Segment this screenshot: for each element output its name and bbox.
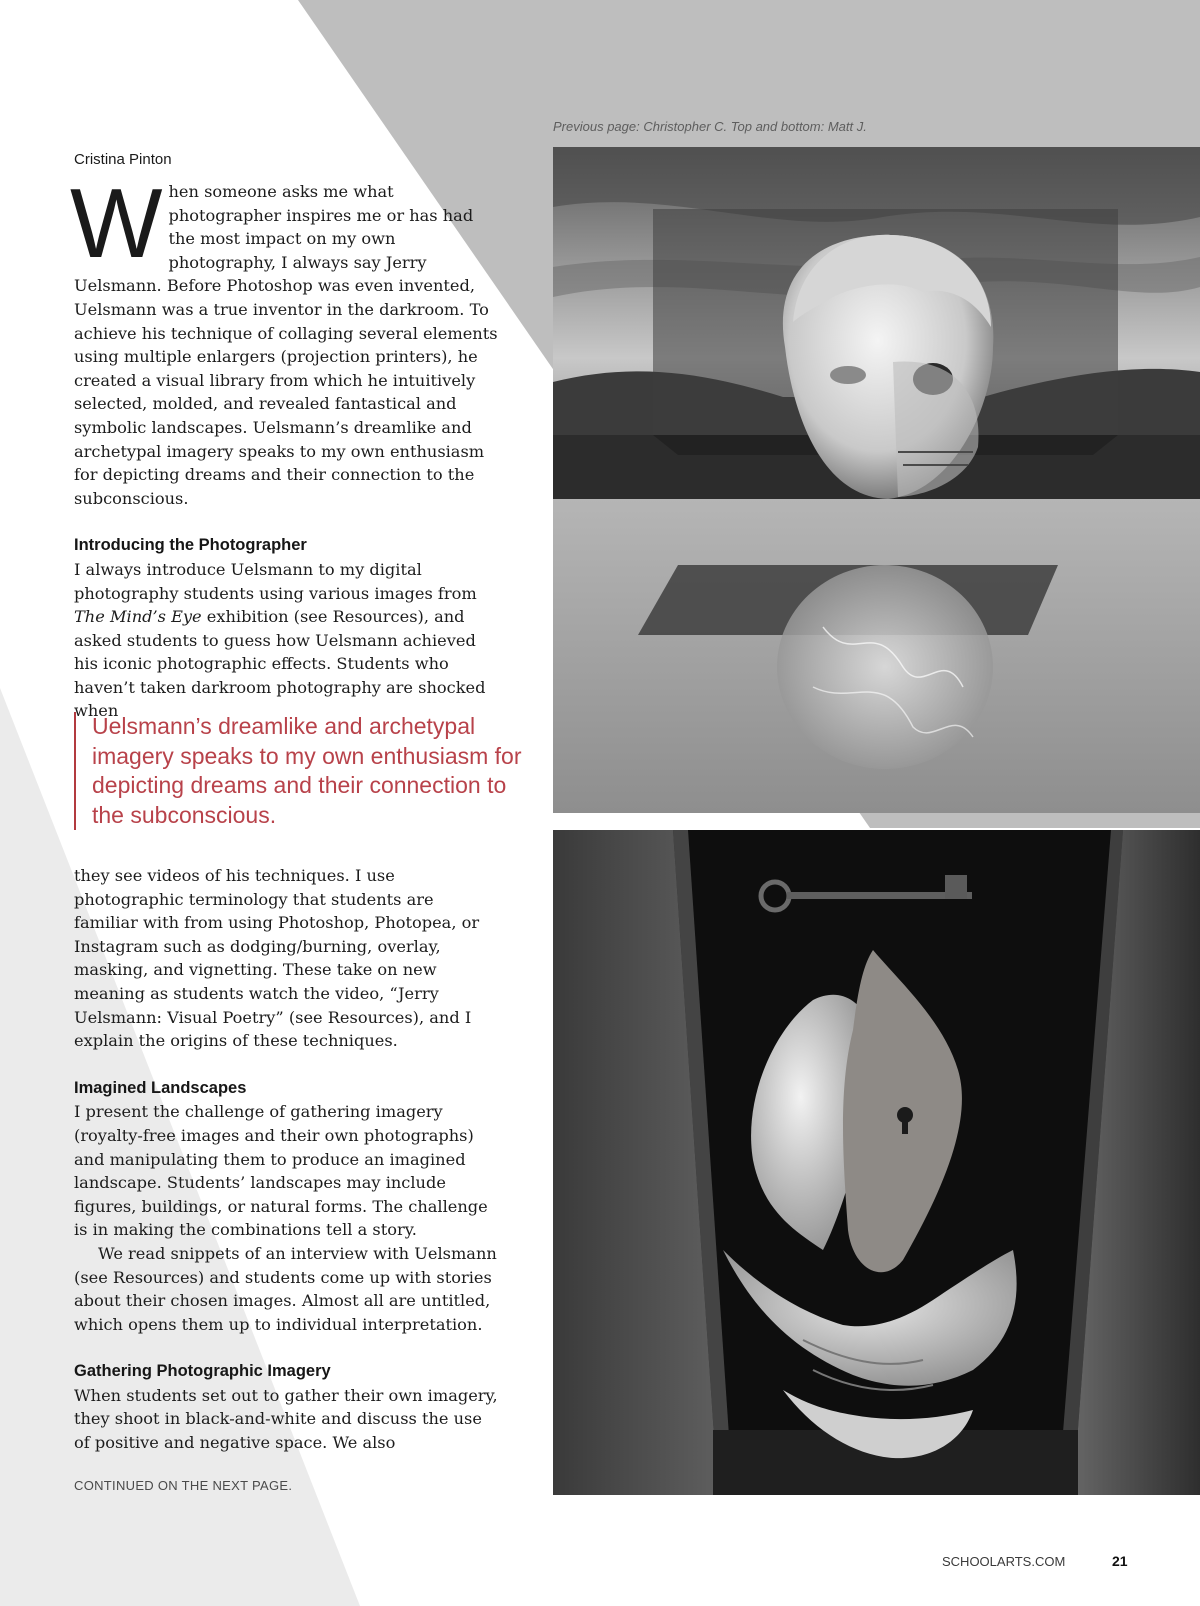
footer-website: SCHOOLARTS.COM (942, 1554, 1066, 1569)
section1-text-before: I always introduce Uelsmann to my digital photography students using various images from (74, 559, 477, 603)
intro-paragraph (70, 168, 502, 510)
section2-paragraph-2: We read snippets of an interview with Uelsmann (see Resources) and students come up with stories about their chosen images. Almost all are untitled, which opens them up to individual interpretation. (74, 1243, 497, 1334)
page-number: 21 (1112, 1553, 1128, 1569)
intro-text: hen someone asks me what photographer inspires me or has had the most impact on my own photography, I always say Jerry Uelsmann. Before Photoshop was even invented, Uelsmann was a true inventor in the darkroom. To achieve his technique of collaging several elements using multiple enlargers (projection printers), he created a visual library from which he intuitively selected, molded, and revealed fantastical and symbolic landscapes. Uelsmann’s dreamlike and archetypal imagery speaks to my own enthusiasm for depicting dreams and their connection to the subconscious. (74, 182, 498, 508)
drop-cap: W (70, 168, 163, 278)
bottom-photo (553, 830, 1200, 1495)
heading-imagined-landscapes: Imagined Landscapes (74, 1078, 247, 1097)
text-column-top (70, 168, 502, 723)
pull-quote (74, 712, 532, 830)
text-column-bottom (74, 864, 502, 1455)
section1-paragraph (74, 558, 502, 723)
pull-quote-text: Uelsmann’s dreamlike and archetypal imagery speaks to my own enthusiasm for depicting dreams and their connection to the subconscious. (92, 713, 522, 828)
heading-introducing: Introducing the Photographer (74, 536, 307, 555)
section1-continued: they see videos of his techniques. I use photographic terminology that students are familiar with from using Photoshop, Photopea, or Instagram such as dodging/burning, overlay, masking, and vignetting. These take on new meaning as students watch the video, “Jerry Uelsmann: Visual Poetry” (see Resources), and I explain the origins of these techniques. (74, 866, 480, 1051)
top-photo (553, 147, 1200, 813)
section2-paragraph-1: I present the challenge of gathering imagery (royalty-free images and their own photographs) and manipulating them to produce an imagined landscape. Students’ landscapes may include figures, buildings, or natural forms. The challenge is in making the combinations tell a story. (74, 1102, 488, 1240)
section1-text-after: exhibition (see Resources), and asked students to guess how Uelsmann achieved his iconic photographic effects. Students who haven’t taken darkroom photography are shocked when (74, 607, 486, 721)
continued-note: CONTINUED ON THE NEXT PAGE. (74, 1478, 293, 1493)
photo-credit-caption: Previous page: Christopher C. Top and bottom: Matt J. (553, 119, 867, 134)
lower-right-light-band (520, 1495, 1200, 1606)
heading-gathering-imagery: Gathering Photographic Imagery (74, 1362, 331, 1381)
section1-italic-title: The Mind’s Eye (74, 607, 202, 627)
section3-paragraph: When students set out to gather their own imagery, they shoot in black-and-white and discuss the use of positive and negative space. We also (74, 1385, 498, 1453)
author-name: Cristina Pinton (74, 151, 172, 168)
